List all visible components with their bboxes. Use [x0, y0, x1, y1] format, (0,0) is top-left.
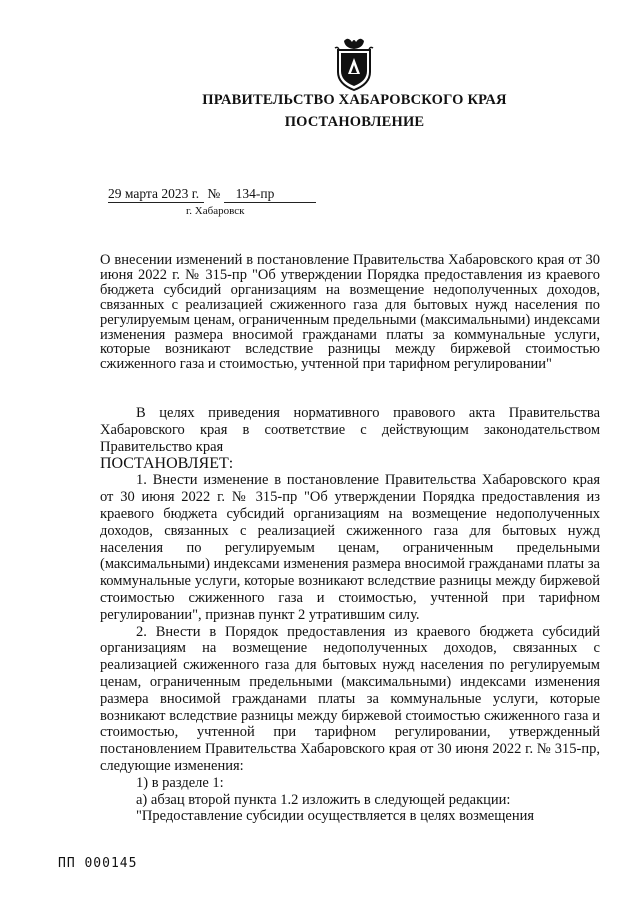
decree-heading: ПОСТАНОВЛЯЕТ: [100, 455, 234, 473]
document-number: 134-пр [236, 186, 316, 203]
paragraph-2: 2. Внести в Порядок предоставления из краевого бюджета субсидий организациям на возмещение недополученных доходов, связанных с реализацией сжиженного газа для бытовых нужд населения по регулируемым ценам, ограниченным предельными (максимальными) индексами изменения размера вносимой гражданами платы за коммунальные услуги, которые возникают вследствие разницы между биржевой стоимостью сжиженного газа и стоимостью, учтенной при тарифном регулировании, утвержденный постановлением Правительства Хабаровского края от 30 июня 2022 г. № 315-пр, следующие изменения: [100, 623, 600, 774]
paragraph-section-1: 1) в разделе 1: [136, 774, 224, 791]
serial-number: ПП 000145 [58, 856, 138, 871]
document-type: ПОСТАНОВЛЕНИЕ [284, 114, 425, 130]
paragraph-item-a: а) абзац второй пункта 1.2 изложить в следующей редакции: [136, 791, 511, 808]
document-body [100, 405, 600, 825]
document-date: 29 марта 2023 г. [108, 186, 204, 203]
number-label: № [207, 186, 221, 201]
intro-paragraph: В целях приведения нормативного правового акта Правительства Хабаровского края в соответствие с действующим законодательством Правительство края [100, 405, 600, 455]
coat-of-arms-icon [330, 36, 378, 92]
number-underline-gap [224, 186, 236, 203]
document-title: О внесении изменений в постановление Правительства Хабаровского края от 30 июня 2022 г. № 315-пр "Об утверждении Порядка предоставления из краевого бюджета субсидий организациям на возмещение недополученных доходов, связанных с реализацией сжиженного газа для бытовых нужд населения по регулируемым ценам, ограниченным предельными (максимальными) индексами изменения размера вносимой гражданами платы за коммунальные услуги, которые возникают вследствие разницы между биржевой стоимостью сжиженного газа и стоимостью, учтенной при тарифном регулировании" [100, 252, 600, 373]
paragraph-quote-start: "Предоставление субсидии осуществляется в целях возмещения [136, 808, 535, 825]
paragraph-1: 1. Внести изменение в постановление Правительства Хабаровского края от 30 июня 2022 г. № 315-пр "Об утверждении Порядка предоставления из краевого бюджета субсидий организациям на возмещение недополученных доходов, связанных с реализацией сжиженного газа для бытовых нужд населения по регулируемым ценам, ограниченным предельными (максимальными) индексами изменения размера вносимой гражданами платы за коммунальные услуги, которые возникают вследствие разницы между биржевой стоимостью сжиженного газа и стоимостью, учтенной при тарифном регулировании", признав пункт 2 утратившим силу. [100, 472, 600, 623]
organization-name: ПРАВИТЕЛЬСТВО ХАБАРОВСКОГО КРАЯ [202, 92, 507, 108]
date-number-line [108, 186, 316, 203]
document-city: г. Хабаровск [186, 205, 245, 217]
